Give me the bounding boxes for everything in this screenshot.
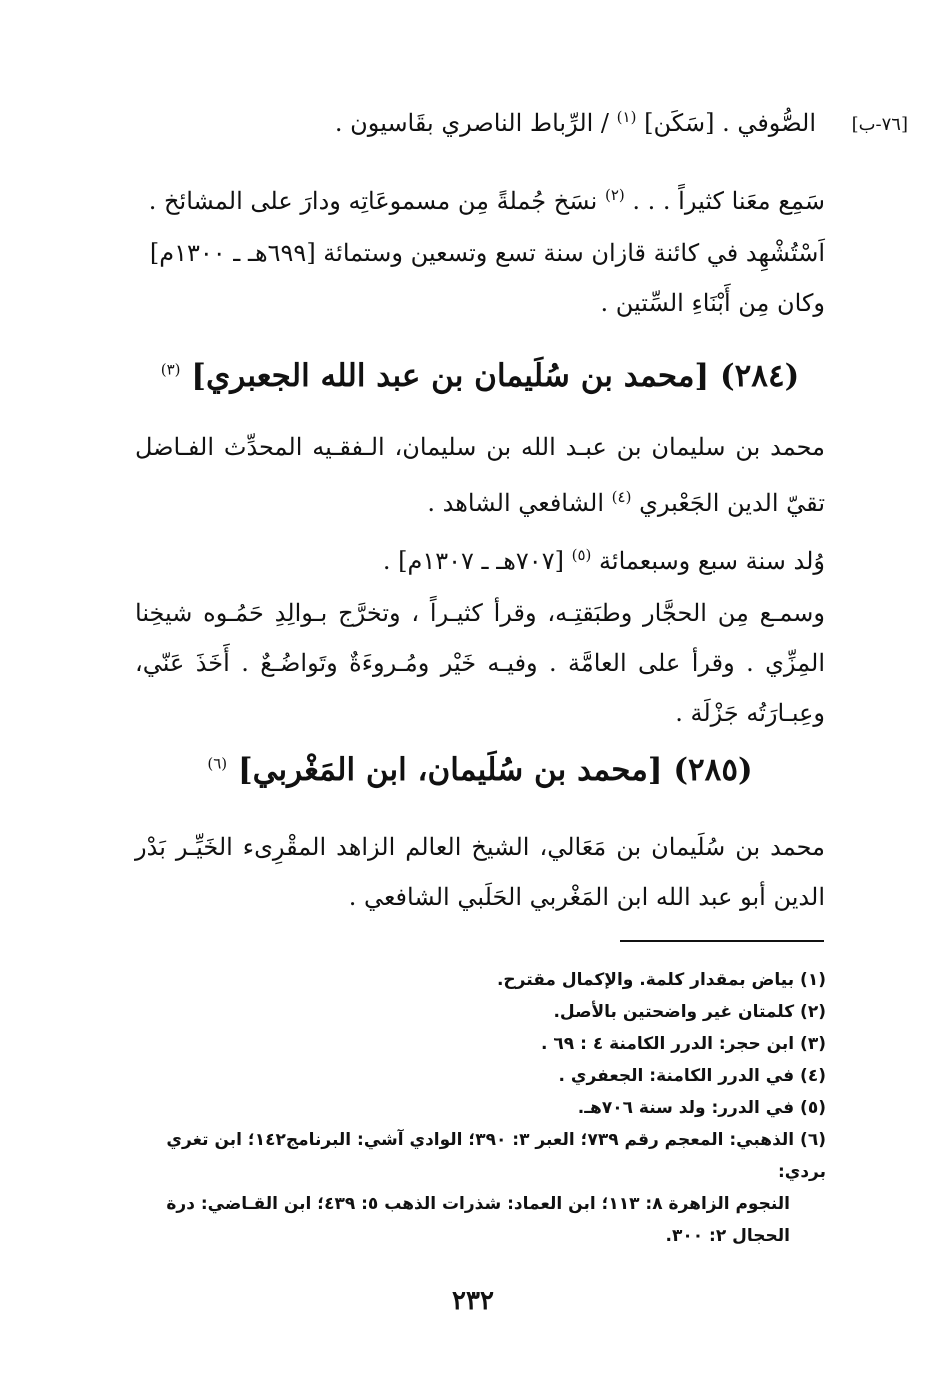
footnote-separator — [620, 940, 824, 942]
intro-p1-suffix: نسَخ جُملةً مِن مسموعَاتِه ودارَ على المشائخ . — [148, 187, 598, 215]
entry-285-paragraph-1: محمد بن سُلَيمان بن مَعَالي، الشيخ العالم الزاهد المقْرِىء الخَيِّـر بَدْر الدين أبو عبد الله ابن المَغْربي الحَلَبي الشافعي . — [135, 833, 826, 911]
continued-entry-prefix: الصُّوفي . [سَكَن] — [644, 109, 816, 137]
footnote-1: (١) بياض بمقدار كلمة. والإكمال مقترح. — [496, 970, 826, 990]
footnote-marker-3: (٣) — [160, 360, 181, 379]
intro-p1-prefix: سَمِع معَنا كثيراً . . . — [632, 187, 825, 215]
entry-284-p2-prefix: وُلد سنة سبع وسبعمائة — [599, 547, 825, 575]
continued-entry-suffix: / الرِّباط الناصري بقَاسيون . — [334, 109, 610, 137]
footnote-5: (٥) في الدرر: ولد سنة ٧٠٦هـ. — [577, 1098, 826, 1118]
footnote-3: (٣) ابن حجر: الدرر الكامنة ٤ : ٦٩ . — [541, 1034, 826, 1054]
intro-p2-line2: وكان مِن أَبْنَاءِ السِّتين . — [600, 289, 825, 317]
continued-entry-line — [335, 108, 816, 137]
footnote-4: (٤) في الدرر الكامنة: الجعفري . — [558, 1066, 826, 1086]
entry-284-heading — [135, 358, 825, 394]
page-number: ٢٣٢ — [452, 1286, 494, 1316]
intro-paragraph-1 — [135, 170, 825, 226]
footnote-marker-2: (٢) — [604, 186, 625, 204]
intro-paragraph-2 — [135, 228, 825, 328]
footnote-marker-4: (٤) — [611, 488, 632, 506]
entry-285-heading — [135, 752, 825, 788]
entry-284-paragraph-1 — [135, 422, 825, 528]
entry-284-p2-suffix: [٧٠٧هـ ـ ١٣٠٧م] . — [382, 547, 564, 575]
entry-284-p1-suffix: الشافعي الشاهد . — [427, 489, 604, 517]
footnote-6-continuation: النجوم الزاهرة ٨: ١١٣؛ ابن العماد: شذرات الذهب ٥: ٤٣٩؛ ابن القـاضي: درة الحجال ٢: ٣٠٠. — [166, 1194, 790, 1246]
entry-285-title: (٢٨٥) [محمد بن سُلَيمان، ابن المَغْربي] — [237, 752, 753, 788]
entry-284-paragraph-3: وسمـع مِن الحجَّار وطبَقتِـه، وقرأ كثيـراً ، وتخرَّج بـوالِدِ حَمُـوه شيخِنا المِزِّي . وقرأ على العامَّة . وفيـه خَيْر ومُـروءَةٌ وتَواضُـعٌ . أَخَذَ عَنّي، وعِبـارَتُه جَزْلَة . — [135, 599, 825, 727]
footnote-marker-5: (٥) — [571, 546, 592, 564]
header-line — [150, 108, 908, 152]
footnote-marker-1: (١) — [616, 108, 637, 126]
entry-284-title: (٢٨٤) [محمد بن سُلَيمان بن عبد الله الجعبري] — [191, 358, 800, 394]
footnotes-section — [140, 964, 826, 1252]
footnote-6: (٦) الذهبي: المعجم رقم ٧٣٩؛ العبر ٣: ٣٩٠؛ الوادي آشي: البرنامج١٤٢؛ ابن تغري بردي: النجوم الزاهرة ٨: ١١٣؛ ابن العماد: شذرات الذهب ٥: ٤٣٩؛ ابن القـاضي: درة الحجال ٢: ٣٠٠. — [140, 1124, 826, 1252]
entry-284-p1-prefix: محمد بن سليمان بن عبـد الله بن سليمان، الـفقـيه المحدِّث الفـاضل تقيّ الدين الجَعْبري — [135, 433, 825, 517]
footnote-2: (٢) كلمتان غير واضحتين بالأصل. — [553, 1002, 826, 1022]
footnote-marker-6: (٦) — [207, 754, 228, 773]
entry-284-paragraph-2 — [135, 530, 825, 586]
margin-folio-reference: [٧٦-ب] — [851, 114, 908, 135]
intro-p2-line1: اَسْتُشْهِد في كائنة قازان سنة تسع وتسعين وستمائة [٦٩٩هـ ـ ١٣٠٠م] — [149, 239, 825, 267]
